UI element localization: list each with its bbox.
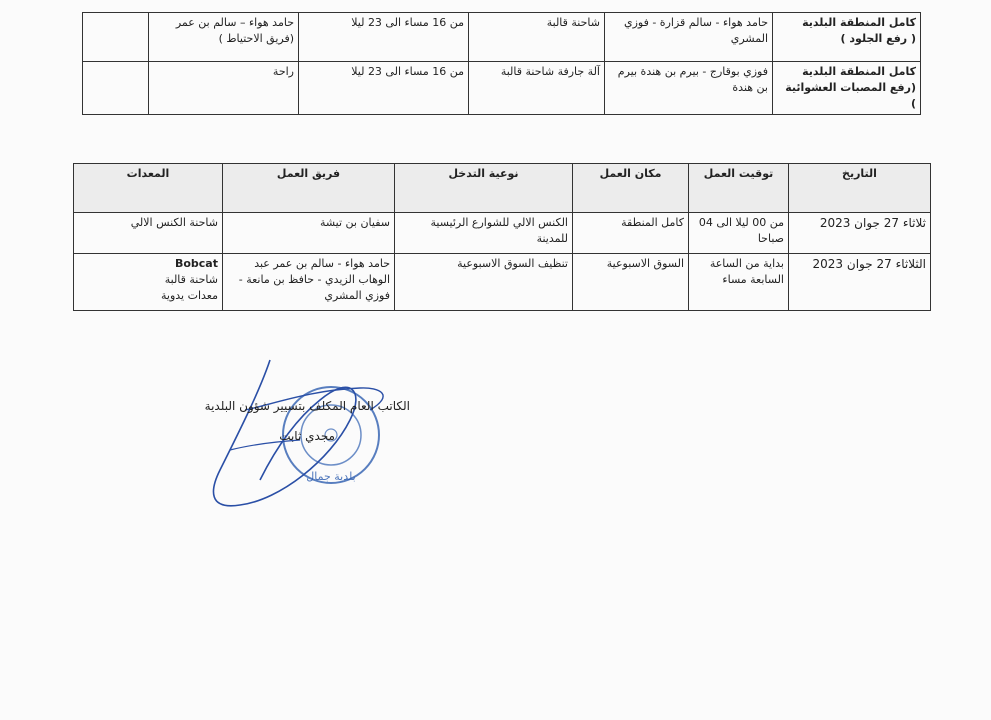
place-cell: السوق الاسبوعية <box>573 254 689 311</box>
equipment-line: شاحنة قالبة <box>164 273 218 286</box>
table-row <box>83 13 921 62</box>
zone-text: كامل المنطقة البلدية <box>802 65 916 78</box>
equipment-cell: شاحنة الكنس الالي <box>74 213 223 254</box>
table-row <box>74 254 931 311</box>
zone-cell <box>773 13 921 62</box>
equipment-cell: شاحنة قالبة <box>469 13 605 62</box>
signatory-name: مجدي ثابت <box>279 429 335 443</box>
header-intervention: نوعية التدخل <box>395 164 573 213</box>
top-schedule-table <box>82 12 921 115</box>
task-text: ( رفع الجلود ) <box>840 32 916 45</box>
time-cell: من 16 مساء الى 23 ليلا <box>299 13 469 62</box>
team-cell: فوزي بوقارج - بيرم بن هندة بيرم بن هندة <box>605 62 773 115</box>
header-date: التاريخ <box>789 164 931 213</box>
header-place: مكان العمل <box>573 164 689 213</box>
signatory-title: الكاتب العام المكلف بتسيير شؤون البلدية <box>204 399 410 413</box>
time-cell: من 16 مساء الى 23 ليلا <box>299 62 469 115</box>
intervention-cell: الكنس الالي للشوارع الرئيسية للمدينة <box>395 213 573 254</box>
zone-cell <box>773 62 921 115</box>
team-cell: حامد هواء - سالم بن عمر عبد الوهاب الزيدي - حافظ بن مانعة - فوزي المشري <box>223 254 395 311</box>
header-equipment: المعدات <box>74 164 223 213</box>
reserve-cell: راحة <box>149 62 299 115</box>
reserve-cell: حامد هواء – سالم بن عمر (فريق الاحتياط ) <box>149 13 299 62</box>
work-schedule-table <box>73 163 931 311</box>
intervention-cell: تنظيف السوق الاسبوعية <box>395 254 573 311</box>
header-team: فريق العمل <box>223 164 395 213</box>
time-cell: بداية من الساعة السابعة مساء <box>689 254 789 311</box>
time-cell: من 00 ليلا الى 04 صباحا <box>689 213 789 254</box>
place-cell: كامل المنطقة <box>573 213 689 254</box>
table-header-row <box>74 164 931 213</box>
empty-cell <box>83 62 149 115</box>
equipment-cell <box>74 254 223 311</box>
equipment-line: Bobcat <box>174 257 218 270</box>
date-cell: ثلاثاء 27 جوان 2023 <box>789 213 931 254</box>
team-cell: حامد هواء - سالم قزارة - فوزي المشري <box>605 13 773 62</box>
empty-cell <box>83 13 149 62</box>
equipment-line: معدات يدوية <box>161 289 218 302</box>
stamp-text: بلدية جمال <box>306 470 356 483</box>
table-row <box>74 213 931 254</box>
equipment-cell: آلة جارفة شاحنة قالبة <box>469 62 605 115</box>
team-cell: سفيان بن تيشة <box>223 213 395 254</box>
header-time: توقيت العمل <box>689 164 789 213</box>
signature-block <box>150 395 410 505</box>
task-text: (رفع المصبات العشوائية ) <box>785 81 916 110</box>
date-cell: الثلاثاء 27 جوان 2023 <box>789 254 931 311</box>
zone-text: كامل المنطقة البلدية <box>802 16 916 29</box>
table-row <box>83 62 921 115</box>
